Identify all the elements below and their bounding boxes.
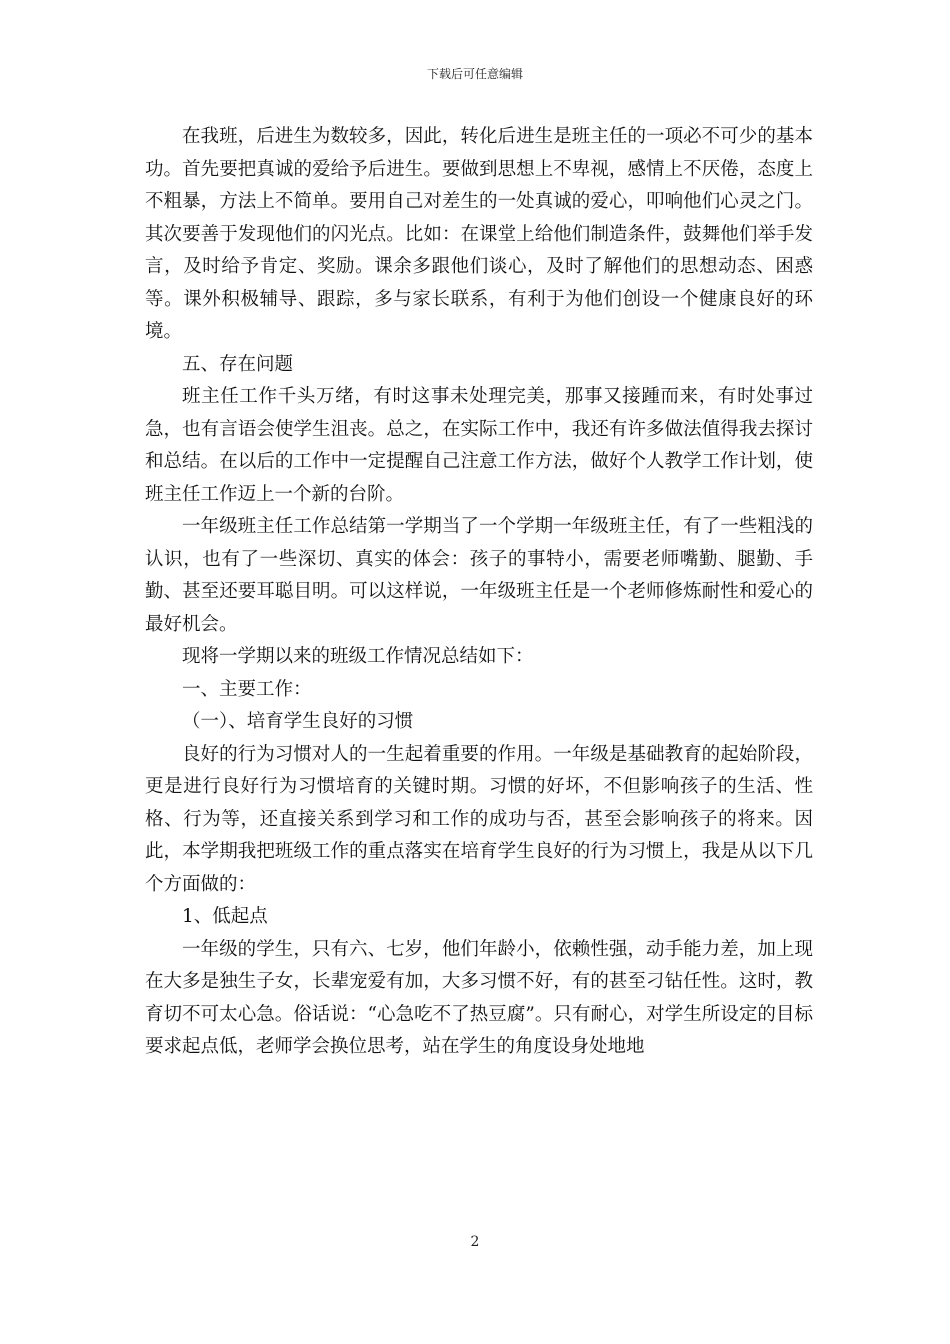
section-heading-main-work: 一、主要工作： (182, 678, 312, 700)
page-number: 2 (470, 1234, 480, 1250)
item-heading-low-start: 1、低起点 (182, 906, 268, 927)
paragraph-2: 班主任工作千头万绪，有时这事未处理完美，那事又接踵而来，有时处事过急，也有言语会使学生沮丧。总之，在实际工作中，我还有许多做法值得我去探讨和总结。在以后的工作中一定提醒自己注意工作方法，做好个人教学工作计划，使班主任工作迈上一个新的台阶。 (145, 386, 813, 505)
paragraph-6: 一年级的学生，只有六、七岁，他们年龄小，依赖性强，动手能力差，加上现在大多是独生子女，长辈宠爱有加，大多习惯不好，有的甚至刁钻任性。这时，教育切不可太心急。俗话说：“心急吃不了热豆腐”。只有耐心，对学生所设定的目标要求起点低，老师学会换位思考，站在学生的角度设身处地地 (145, 938, 813, 1057)
paragraph-4: 现将一学期以来的班级工作情况总结如下： (182, 646, 534, 667)
section-heading-problems: 五、存在问题 (182, 353, 294, 375)
page-header: 下载后可任意编辑 (426, 67, 523, 81)
subsection-heading-habits: （一）、培育学生良好的习惯 (182, 711, 414, 732)
paragraph-3: 一年级班主任工作总结第一学期当了一个学期一年级班主任，有了一些粗浅的认识，也有了一些深切、真实的体会：孩子的事特小，需要老师嘴勤、腿勤、手勤、甚至还要耳聪目明。可以这样说，一年级班主任是一个老师修炼耐性和爱心的最好机会。 (145, 516, 813, 635)
paragraph-5: 良好的行为习惯对人的一生起着重要的作用。一年级是基础教育的起始阶段，更是进行良好行为习惯培育的关键时期。习惯的好坏，不但影响孩子的生活、性格、行为等，还直接关系到学习和工作的成功与否，甚至会影响孩子的将来。因此，本学期我把班级工作的重点落实在培育学生良好的行为习惯上，我是从以下几个方面做的： (145, 743, 813, 895)
paragraph-1: 在我班，后进生为数较多，因此，转化后进生是班主任的一项必不可少的基本功。首先要把真诚的爱给予后进生。要做到思想上不卑视，感情上不厌倦，态度上不粗暴，方法上不简单。要用自己对差生的一处真诚的爱心，叩响他们心灵之门。其次要善于发现他们的闪光点。比如：在课堂上给他们制造条件，鼓舞他们举手发言，及时给予肯定、奖励。课余多跟他们谈心，及时了解他们的思想动态、困惑等。课外积极辅导、跟踪，多与家长联系，有利于为他们创设一个健康良好的环境。 (145, 126, 813, 342)
document-body (145, 121, 813, 1064)
